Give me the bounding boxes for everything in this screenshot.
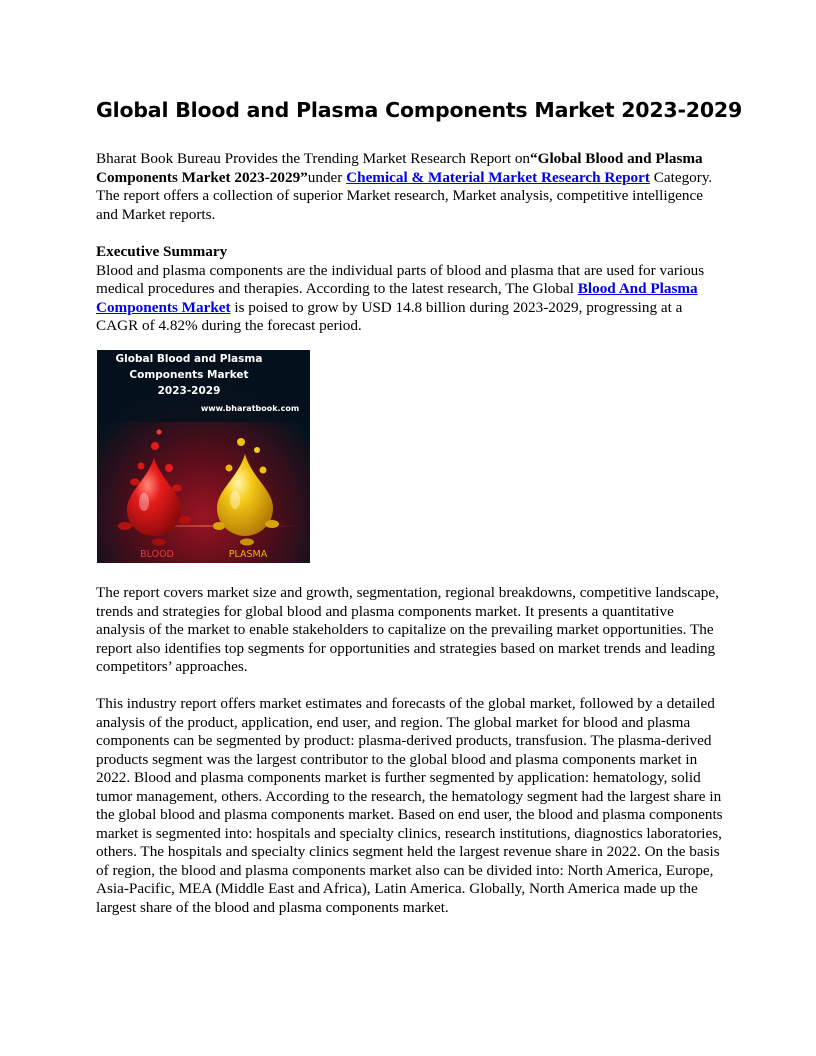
intro-lead-text: Bharat Book Bureau Provides the Trending Market Research Report on [96,150,531,167]
market-link[interactable]: Blood And Plasma Components Market [96,280,698,316]
cover-title-line2: Components Market [129,369,249,381]
cover-title-line1: Global Blood and Plasma [115,353,263,365]
executive-summary-heading: Executive Summary [96,243,228,260]
page-title: Global Blood and Plasma Components Market 2023-2029 [96,98,743,122]
cover-label-plasma: PLASMA [228,549,268,560]
intro-under-text: under [307,168,347,186]
cover-label-blood: BLOOD [140,549,174,560]
industry-paragraph: This industry report offers market estimates and forecasts of the global market, followed by a detailed analysis of the product, application, end user, and region. The global market for blood and plasma components can be segmented by product: plasma-derived products, transfusion. The plasma-derived products segment was the largest contributor to the global blood and plasma components market in 2022. Blood and plasma components market is further segmented by application: hematology, solid tumor management, others. According to the research, the hematology segment had the largest share in the global blood and plasma components market. Based on end user, the blood and plasma components market is segmented into: hospitals and specialty clinics, research institutions, diagnostics laboratories, others. The hospitals and specialty clinics segment held the largest revenue share in 2022. On the basis of region, the blood and plasma components market also can be divided into: North America, Europe, Asia-Pacific, MEA (Middle East and Africa), Latin America. Globally, North America made up the largest share of the blood and plasma components market. [96,695,723,916]
intro-tail-text: Category. The report offers a collection of superior Market research, Market analysis, competitive intelligence and Market reports. [96,168,713,223]
cover-website: www.bharatbook.com [200,404,300,413]
intro-paragraph [96,150,724,224]
executive-summary-text-a: Blood and plasma components are the individual parts of blood and plasma that are used for various medical procedures and therapies. According to the latest research, The Global [96,261,705,297]
executive-summary-section [96,243,724,336]
report-name: “Global Blood and Plasma Components Market 2023-2029” [96,150,703,186]
cover-artwork [97,350,310,563]
report-cover-image [97,350,310,563]
coverage-paragraph: The report covers market size and growth, segmentation, regional breakdowns, competitive landscape, trends and strategies for global blood and plasma components market. It presents a quantitative analysis of the market to enable stakeholders to capitalize on the prevailing market opportunities. The report also identifies top segments for opportunities and strategies based on market trends and leading competitors’ approaches. [96,584,719,675]
executive-summary-text-b: is poised to grow by USD 14.8 billion during 2023-2029, progressing at a CAGR of 4.82% during the forecast period. [96,298,683,334]
cover-title-line3: 2023-2029 [157,385,221,397]
category-link[interactable]: Chemical & Material Market Research Report [346,168,650,186]
